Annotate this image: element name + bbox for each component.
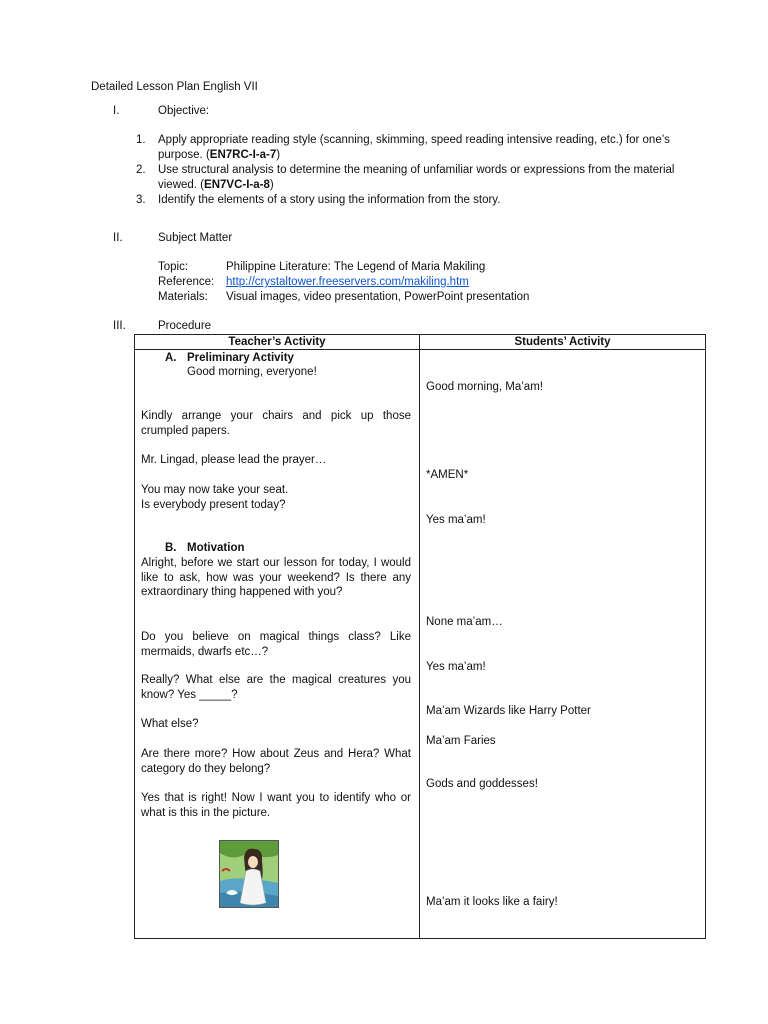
teacher-line: Really? What else are the magical creatures you know? Yes _____? (141, 674, 411, 701)
student-response: Ma’am Faries (426, 735, 496, 747)
student-response: Ma’am it looks like a fairy! (426, 896, 558, 908)
teacher-line: You may now take your seat. (141, 484, 289, 496)
student-response: *AMEN* (426, 469, 469, 481)
teacher-line: Mr. Lingad, please lead the prayer… (141, 454, 327, 466)
list-number: 3. (136, 194, 146, 206)
student-response: Gods and goddesses! (426, 778, 538, 790)
column-header-teacher: Teacher’s Activity (135, 335, 420, 350)
objective-text: Identify the elements of a story using the information from the story. (158, 194, 501, 206)
list-number: 1. (136, 134, 146, 146)
list-item (136, 193, 676, 208)
competency-code: EN7RC-I-a-7 (209, 149, 277, 161)
section-numeral-procedure: III. (113, 320, 126, 332)
student-response: Yes ma’am! (426, 661, 486, 673)
section-heading-preliminary: Preliminary Activity (187, 352, 294, 364)
topic-value: Philippine Literature: The Legend of Maria Makiling (226, 261, 486, 273)
teacher-line: Good morning, everyone! (187, 366, 317, 378)
list-number: 2. (136, 164, 146, 176)
reference-label: Reference: (158, 276, 215, 288)
teacher-line: Do you believe on magical things class? Like mermaids, dwarfs etc…? (141, 631, 411, 658)
teacher-line: Yes that is right! Now I want you to identify who or what is this in the picture. (141, 792, 411, 819)
materials-value: Visual images, video presentation, PowerPoint presentation (226, 291, 530, 303)
section-numeral-objective: I. (113, 105, 120, 117)
students-activity-cell (420, 350, 706, 939)
teacher-line: Is everybody present today? (141, 499, 286, 511)
document-title: Detailed Lesson Plan English VII (91, 81, 258, 93)
table-row (135, 350, 706, 939)
teacher-activity-cell (135, 350, 420, 939)
student-response: Good morning, Ma’am! (426, 381, 543, 393)
teacher-line: Kindly arrange your chairs and pick up those crumpled papers. (141, 410, 411, 437)
student-response: None ma’am… (426, 616, 503, 628)
materials-label: Materials: (158, 291, 208, 303)
topic-label: Topic: (158, 261, 189, 273)
reference-link[interactable]: http://crystaltower.freeservers.com/makiling.htm (226, 276, 469, 288)
maria-makiling-picture (219, 840, 279, 908)
section-numeral-subject: II. (113, 232, 123, 244)
objective-text-tail: ) (269, 179, 274, 191)
student-response: Ma’am Wizards like Harry Potter (426, 705, 591, 717)
section-letter: B. (165, 542, 177, 554)
teacher-line: What else? (141, 718, 199, 730)
objective-text: Apply appropriate reading style (scanning, skimming, speed reading intensive reading, etc.) for one’s purpose. ( (158, 134, 670, 161)
procedure-heading: Procedure (158, 320, 212, 332)
teacher-line: Are there more? How about Zeus and Hera? What category do they belong? (141, 748, 411, 775)
competency-code: EN7VC-I-a-8 (204, 179, 270, 191)
objective-heading: Objective: (158, 105, 210, 117)
objective-text-tail: ) (276, 149, 281, 161)
objective-list (136, 133, 676, 208)
section-letter: A. (165, 352, 177, 364)
procedure-table (134, 334, 706, 939)
subject-matter-heading: Subject Matter (158, 232, 233, 244)
section-heading-motivation: Motivation (187, 542, 245, 554)
table-header-row (135, 335, 706, 350)
student-response: Yes ma’am! (426, 514, 486, 526)
list-item (136, 133, 676, 163)
list-item (136, 163, 676, 193)
objective-text: Use structural analysis to determine the meaning of unfamiliar words or expressions from the material viewed. ( (158, 164, 675, 191)
teacher-line: Alright, before we start our lesson for today, I would like to ask, how was your weekend? Is there any extraordinary thing happened with you? (141, 557, 411, 599)
column-header-students: Students’ Activity (420, 335, 706, 350)
